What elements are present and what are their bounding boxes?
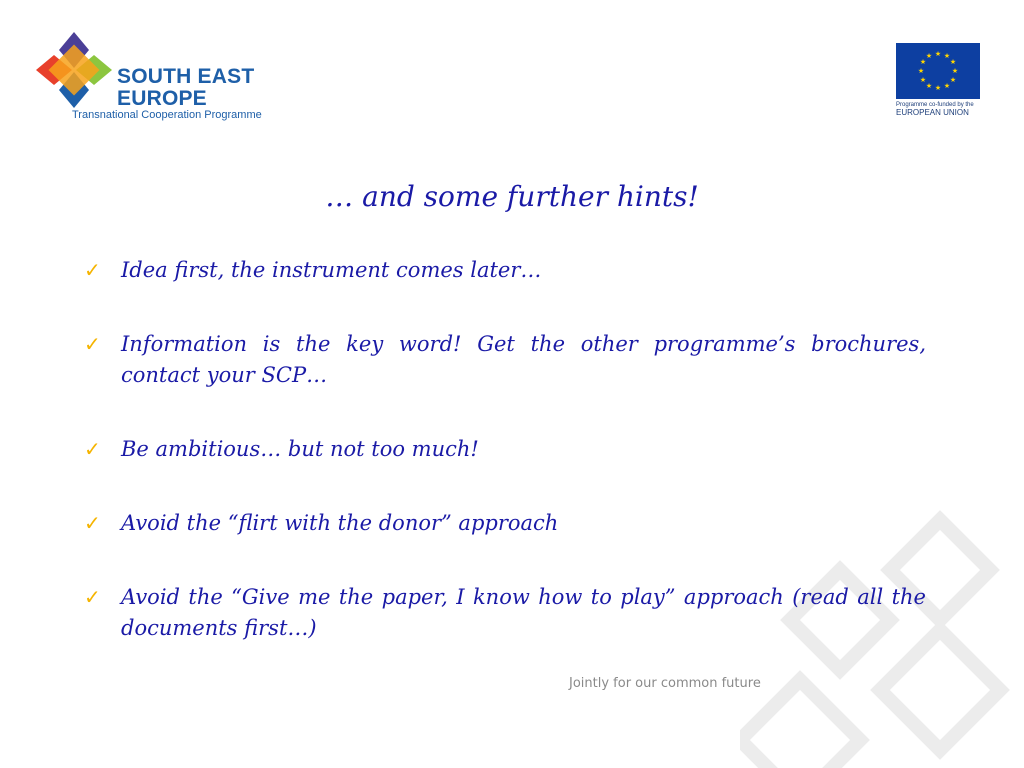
eu-flag-icon: [896, 43, 980, 99]
svg-text:★: ★: [919, 58, 927, 66]
hint-text: Avoid the “flirt with the donor” approach: [121, 511, 559, 535]
flower-logo-icon: [34, 30, 114, 110]
programme-logo: [34, 30, 274, 125]
checkmark-icon: ✓: [84, 511, 101, 535]
svg-text:★: ★: [943, 82, 951, 90]
svg-text:★: ★: [925, 52, 933, 60]
eu-caption-2: EUROPEAN UNION: [896, 108, 969, 117]
checkmark-icon: ✓: [84, 585, 101, 609]
svg-text:★: ★: [934, 84, 942, 92]
logo-subtitle: Transnational Cooperation Programme: [72, 109, 262, 121]
svg-text:★: ★: [949, 58, 957, 66]
list-item: [84, 255, 926, 286]
checkmark-icon: ✓: [84, 437, 101, 461]
list-item: [84, 329, 926, 391]
svg-text:★: ★: [917, 67, 925, 75]
hint-text: Avoid the “Give me the paper, I know how to play” approach (read all the documents first…): [121, 585, 926, 640]
footer-tagline: Jointly for our common future: [569, 676, 761, 691]
logo-line-2: EUROPE: [117, 87, 207, 110]
hint-text: Idea first, the instrument comes later…: [121, 258, 542, 282]
svg-text:★: ★: [919, 76, 927, 84]
svg-text:★: ★: [943, 52, 951, 60]
svg-text:★: ★: [925, 82, 933, 90]
list-item: [84, 508, 926, 539]
svg-text:★: ★: [949, 76, 957, 84]
hint-text: Be ambitious… but not too much!: [121, 437, 479, 461]
svg-text:★: ★: [951, 67, 959, 75]
eu-caption-1: Programme co-funded by the: [896, 102, 974, 108]
logo-line-1: SOUTH EAST: [117, 65, 255, 88]
eu-logo: [896, 43, 982, 117]
checkmark-icon: ✓: [84, 332, 101, 356]
hint-text: Information is the key word! Get the other programme’s brochures, contact your SCP…: [121, 332, 926, 387]
svg-text:★: ★: [934, 50, 942, 58]
hints-list: [84, 255, 926, 687]
list-item: [84, 434, 926, 465]
slide-title: … and some further hints!: [325, 180, 699, 213]
list-item: [84, 582, 926, 644]
checkmark-icon: ✓: [84, 258, 101, 282]
